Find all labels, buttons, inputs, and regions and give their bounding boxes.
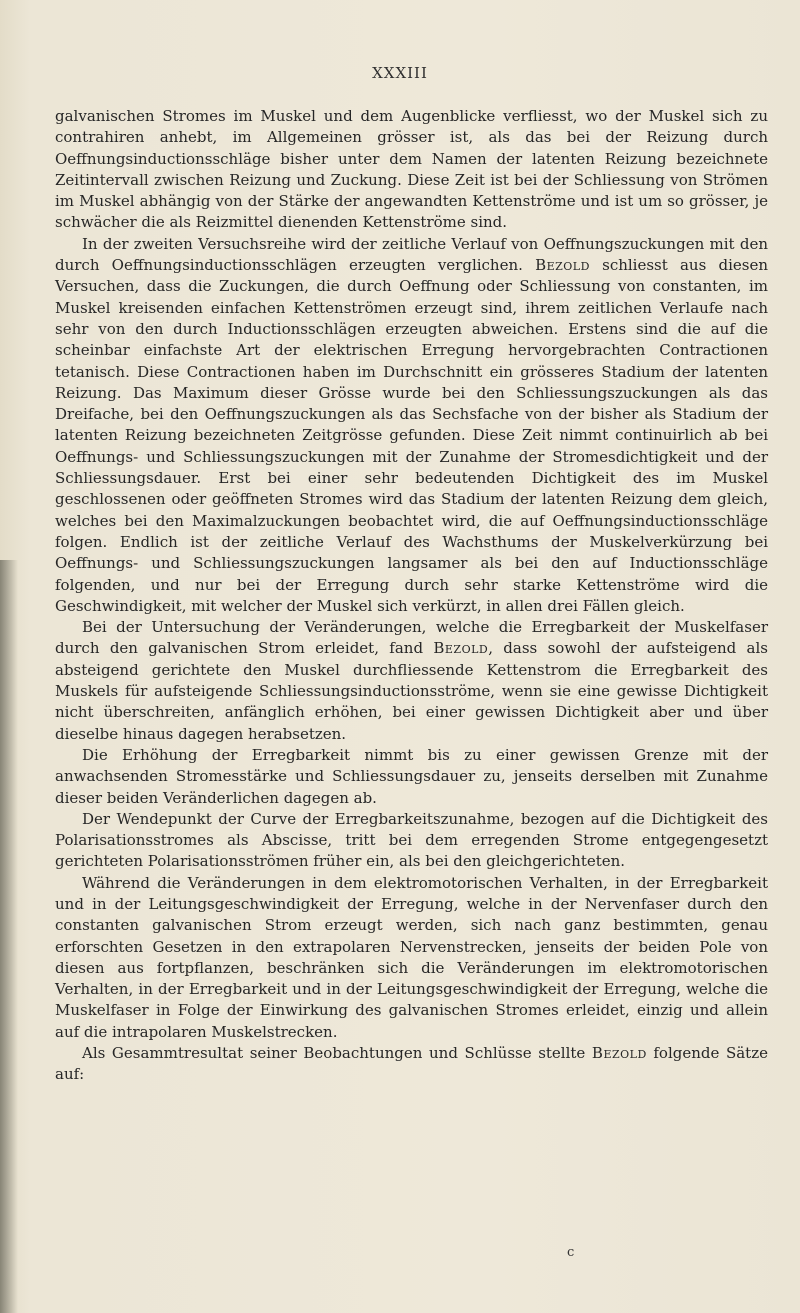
binding-shadow <box>0 560 18 1313</box>
paragraph-3-text-b: , dass sowohl der aufsteigend als absteigend gerichtete den Muskel durchfliessende Kettenstrom die Erregbarkeit des Muskels für aufsteigende Schliessungsinductionsströme, wenn sie eine gewisse Dichtigkeit nicht überschreiten, anfänglich erhöhen, bei einer gewissen Dichtigkeit aber und über dieselbe hinaus dagegen herabsetzen. <box>55 639 768 743</box>
author-name: Bezold <box>591 1044 647 1063</box>
paragraph-3-text-a: Bei der Untersuchung der Veränderungen, welche die Erregbarkeit der Muskelfaser durch den galvanischen Strom erleidet, fand <box>55 618 768 658</box>
author-name: Bezold <box>433 639 489 658</box>
paragraph-7-text-b: folgende Sätze auf: <box>55 1044 768 1084</box>
page-number: XXXIII <box>372 64 428 82</box>
paragraph-2 <box>55 234 768 617</box>
paragraph-6: Während die Veränderungen in dem elektromotorischen Verhalten, in der Erregbarkeit und in der Leitungsgeschwindigkeit der Erregung, welche in der Nervenfaser durch den constanten galvanischen Strom erzeugt werden, sich nach ganz bestimmten, genau erforschten Gesetzen in den extrapolaren Nervenstrecken, jenseits der beiden Pole von diesen aus fortpflanzen, beschränken sich die Veränderungen im elektromotorischen Verhalten, in der Erregbarkeit und in der Leitungsgeschwindigkeit der Erregung, welche die Muskelfaser in Folge der Einwirkung des galvanischen Stromes erleidet, einzig und allein auf die intrapolaren Muskelstrecken. <box>55 873 768 1041</box>
paragraph-2-text-b: schliesst aus diesen Versuchen, dass die Zuckungen, die durch Oeffnung oder Schliessung von constanten, im Muskel kreisenden einfachen Kettenströmen erzeugt sind, ihrem zeitlichen Verlaufe nach sehr von den durch Inductionsschlägen erzeugten abweichen. Erstens sind die auf die scheinbar einfachste Art der elektrischen Erregung hervorgebrachten Contractionen tetanisch. Diese Contractionen haben im Durchschnitt ein grösseres Stadium der latenten Reizung. Das Maximum dieser Grösse wurde bei den Schliessungszuckungen als das Dreifache, bei den Oeffnungszuckungen als das Sechsfache von der bisher als Stadium der latenten Reizung bezeichneten Zeitgrösse gefunden. Diese Zeit nimmt continuirlich ab bei Oeffnungs- und Schliessungszuckungen mit der Zunahme der Stromesdichtigkeit und der Schliessungsdauer. Erst bei einer sehr bedeutenden Dichtigkeit des im Muskel geschlossenen oder geöffneten Stromes wird das Stadium der latenten Reizung dem gleich, welches bei den Maximalzuckungen beobachtet wird, die auf Oeffnungsinductionsschläge folgen. Endlich ist der zeitliche Verlauf des Wachsthums der Muskelverkürzung bei Oeffnungs- und Schliessungszuckungen langsamer als bei den auf Inductionsschläge folgenden, und nur bei der Erregung durch sehr starke Kettenströme wird die Geschwindigkeit, mit welcher der Muskel sich verkürzt, in allen drei Fällen gleich. <box>55 256 768 615</box>
signature-mark: c <box>567 1245 575 1260</box>
paragraph-1: galvanischen Stromes im Muskel und dem Augenblicke verfliesst, wo der Muskel sich zu contrahiren anhebt, im Allgemeinen grösser ist, als das bei der Reizung durch Oeffnungsinductionsschläge bisher unter dem Namen der latenten Reizung bezeichnete Zeitintervall zwischen Reizung und Zuckung. Diese Zeit ist bei der Schliessung von Strömen im Muskel abhängig von der Stärke der angewandten Kettenströme und ist um so grösser, je schwächer die als Reizmittel dienenden Kettenströme sind. <box>55 107 768 232</box>
paragraph-2-text-a: In der zweiten Versuchsreihe wird der zeitliche Verlauf von Oeffnungszuckungen mit den durch Oeffnungsinductionsschlägen erzeugten verglichen. <box>55 234 768 275</box>
body-text <box>55 106 768 1086</box>
paragraph-5: Der Wendepunkt der Curve der Erregbarkeitszunahme, bezogen auf die Dichtigkeit des Polarisationsstromes als Abscisse, tritt bei dem erregenden Strome entgegengesetzt gerichteten Polarisationsströmen früher ein, als bei den gleichgerichteten. <box>55 809 768 871</box>
author-name: Bezold <box>535 256 590 275</box>
paragraph-7-text-a: Als Gesammtresultat seiner Beobachtungen und Schlüsse stellte <box>82 1044 592 1063</box>
paragraph-3 <box>55 617 768 745</box>
paragraph-4: Die Erhöhung der Erregbarkeit nimmt bis zu einer gewissen Grenze mit der anwachsenden Stromesstärke und Schliessungsdauer zu, jenseits derselben mit Zunahme dieser beiden Veränderlichen dagegen ab. <box>55 745 768 807</box>
paragraph-7 <box>55 1043 768 1086</box>
